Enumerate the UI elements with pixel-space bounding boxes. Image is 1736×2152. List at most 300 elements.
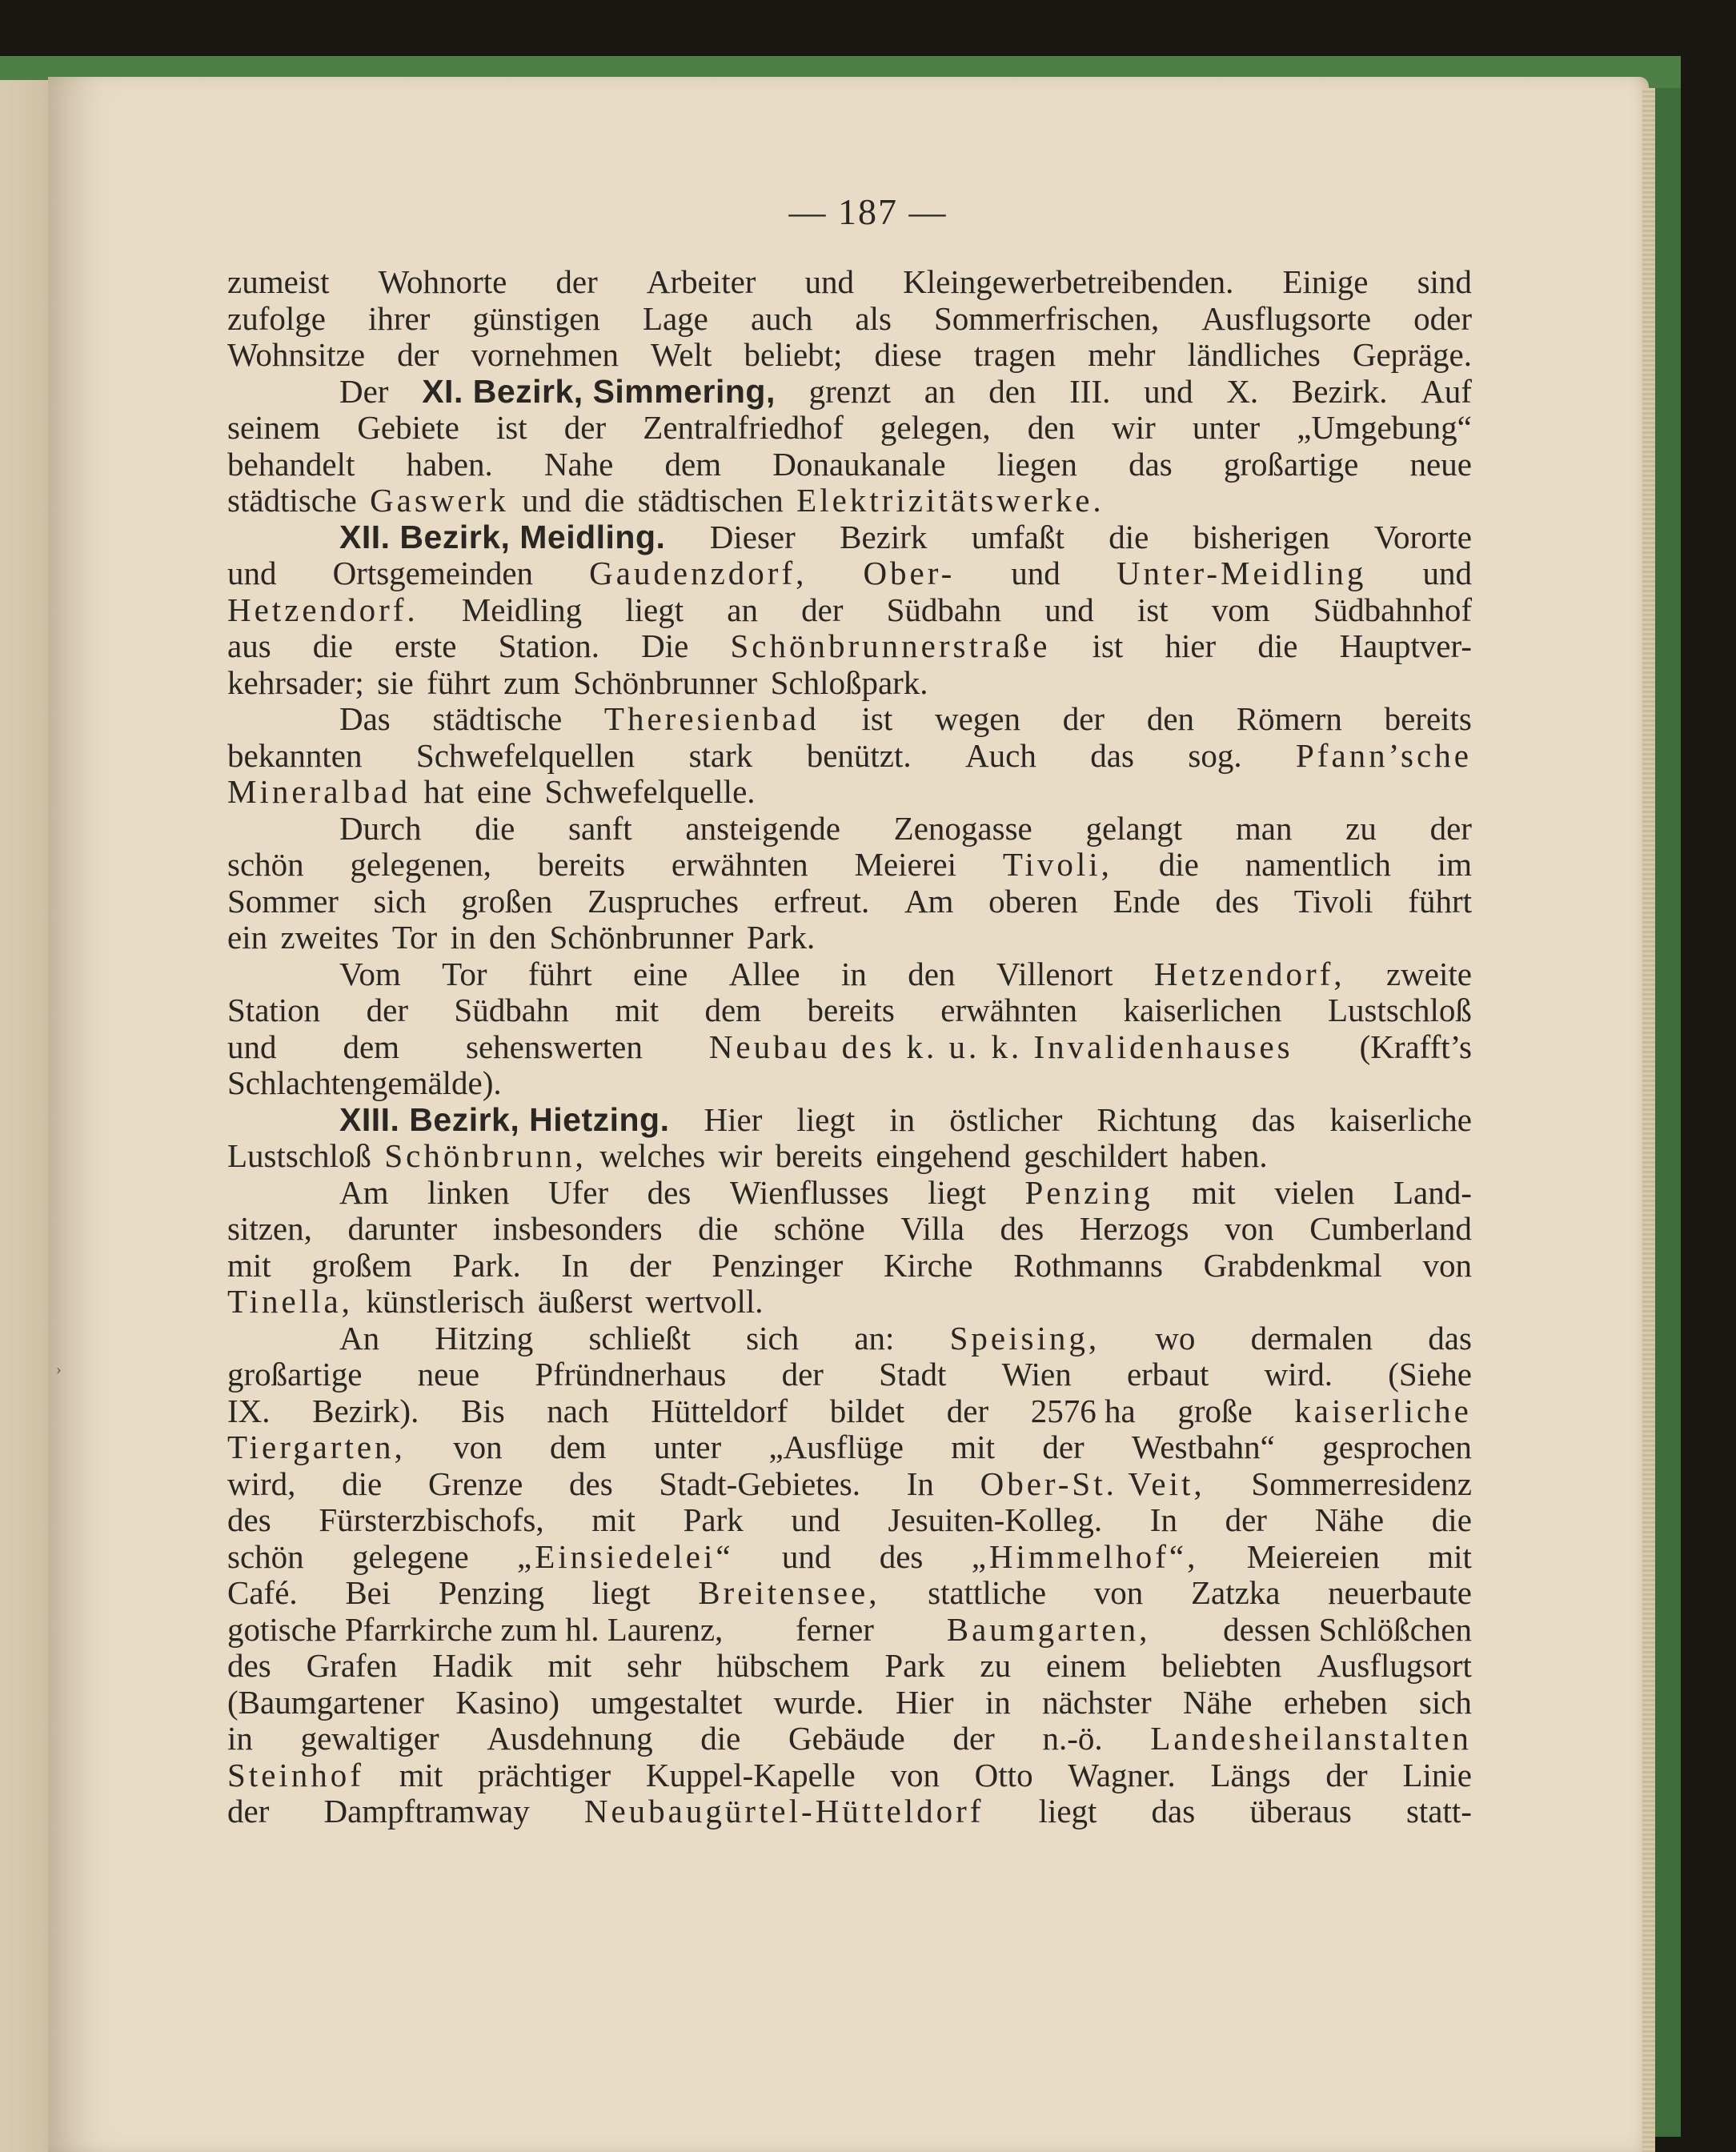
word: Meidling [461, 591, 583, 628]
text-line [227, 1648, 1472, 1685]
word: Herzogs [1079, 1210, 1189, 1247]
word: mit [547, 1647, 592, 1684]
word: Hetzendorf, [1153, 955, 1345, 992]
word: insbesonders [492, 1210, 663, 1247]
word: „Ausflüge [768, 1429, 904, 1465]
word: ländliches [1187, 336, 1321, 373]
word: bisherigen [1193, 518, 1330, 555]
word: sehenswerten [466, 1028, 643, 1065]
word: der [1042, 1429, 1084, 1465]
word: den [1027, 409, 1075, 446]
word: Tivoli, [1002, 846, 1113, 883]
word: Gaudenzdorf, [589, 555, 808, 591]
word: der [629, 1246, 672, 1284]
word: ist [861, 700, 893, 737]
text-line [227, 374, 1472, 411]
word: die [584, 482, 625, 519]
word: Wagner. [1068, 1756, 1176, 1793]
word: wurde. [773, 1683, 864, 1721]
word: sind [1417, 263, 1472, 300]
text-line [227, 1138, 1472, 1175]
word: vom [1211, 591, 1270, 628]
word: Richtung [1097, 1100, 1217, 1138]
word: der [563, 409, 607, 446]
word: den [1146, 700, 1195, 737]
word: mit [1428, 1537, 1472, 1575]
word: zu [1345, 809, 1377, 847]
word: namentlich [1245, 846, 1391, 883]
text-line [227, 774, 1472, 811]
text-line [227, 1320, 1472, 1357]
word: bereits [807, 992, 895, 1028]
word: der [946, 1392, 989, 1429]
word: 2576 ha [1030, 1392, 1136, 1429]
word: im [1437, 846, 1472, 883]
word: Jesuiten-Kolleg. [888, 1501, 1103, 1538]
word: in [450, 919, 476, 956]
word: erbaut [1126, 1356, 1209, 1393]
word: Ober-St. Veit, [980, 1465, 1205, 1502]
word: und [791, 1501, 840, 1538]
word: bereits [1384, 700, 1472, 737]
word: den [908, 955, 956, 992]
word: dem [704, 992, 762, 1028]
word: Auf [1421, 372, 1472, 410]
word: städtische [432, 700, 563, 737]
word: Die [641, 627, 689, 664]
word: dem [664, 445, 722, 483]
word: in [227, 1720, 253, 1757]
text-line [227, 1357, 1472, 1393]
word: den [488, 919, 537, 956]
word: und [1144, 372, 1193, 410]
word: kaiserlichen [1123, 992, 1282, 1028]
margin-mark: › [56, 1361, 62, 1378]
word: erste [395, 627, 457, 664]
word: Neubau des k. u. k. Invalidenhauses [708, 1028, 1293, 1065]
word: erheben [1283, 1683, 1388, 1721]
word: mehr [1088, 336, 1156, 373]
word: Schönbrunner [549, 919, 734, 956]
word: Zentralfriedhof [643, 409, 844, 446]
word: mit [1192, 1173, 1236, 1211]
word: nach [547, 1392, 609, 1429]
word: das [1251, 1100, 1296, 1138]
word: Welt [651, 336, 712, 373]
word: wertvoll. [645, 1283, 764, 1320]
word: sehr [626, 1647, 682, 1684]
word: von [890, 1756, 940, 1793]
word: Schönbrunnerstraße [730, 627, 1051, 664]
word: Ober- [863, 555, 956, 591]
word: der [555, 263, 598, 300]
word: der [1062, 700, 1105, 737]
word: zweite [1385, 955, 1472, 992]
word: Sommerfrischen, [933, 299, 1160, 337]
word: kaiserliche [1329, 1100, 1472, 1138]
word: Zatzka [1190, 1574, 1281, 1611]
word: eine [633, 955, 688, 992]
text-line [227, 884, 1472, 920]
word: „Himmelhof“, [971, 1537, 1199, 1575]
text-line [227, 1211, 1472, 1248]
text-line [227, 555, 1472, 592]
word: haben. [1181, 1137, 1268, 1174]
word: „Umgebung“ [1297, 409, 1472, 446]
word: Schlachtengemälde). [227, 1064, 502, 1101]
word: vornehmen [471, 336, 619, 373]
word: Steinhof [227, 1756, 364, 1793]
page-stack-edge [1642, 88, 1655, 2152]
word: Stadt-Gebietes. [659, 1465, 861, 1502]
word: der [366, 992, 408, 1028]
word: Villenort [996, 955, 1113, 992]
word: Park. [746, 919, 816, 956]
word: III. [1069, 372, 1111, 410]
word: Speising, [949, 1319, 1101, 1357]
word: Grenze [427, 1465, 523, 1502]
word: die [342, 1465, 383, 1502]
word: dessen Schlößchen [1223, 1610, 1472, 1648]
word: Gebiete [357, 409, 459, 446]
word: Allee [728, 955, 800, 992]
word: Café. [227, 1574, 298, 1611]
word: Land- [1393, 1173, 1472, 1211]
word: zu [980, 1647, 1012, 1684]
word: ferner [796, 1610, 874, 1648]
word: des [1000, 1210, 1044, 1247]
word: unter [653, 1429, 722, 1465]
text-line [227, 1502, 1472, 1539]
word: Hitzing [435, 1319, 534, 1357]
word: Ufer [548, 1173, 609, 1211]
word: kehrsader; [227, 663, 364, 701]
word: auch [750, 299, 813, 337]
word: prächtiger [478, 1756, 611, 1793]
text-line [227, 665, 1472, 702]
word: beliebten [1161, 1647, 1282, 1684]
word: Bis [460, 1392, 505, 1429]
word: wir [718, 1137, 763, 1174]
word: geschildert [1024, 1137, 1169, 1174]
word: unter [1192, 409, 1261, 446]
text-line [227, 738, 1472, 775]
word: gelegene [351, 1537, 469, 1575]
word: Kirche [883, 1246, 973, 1284]
word: erwähnten [940, 992, 1077, 1028]
word: Südbahn [454, 992, 569, 1028]
word: Pfann’sche [1296, 736, 1472, 774]
word: In [1149, 1501, 1177, 1538]
word: der [397, 336, 439, 373]
word: sitzen, [227, 1210, 312, 1247]
text-line [227, 811, 1472, 848]
word: und [1044, 591, 1094, 628]
word: Hadik [432, 1647, 513, 1684]
word: neue [1409, 445, 1472, 483]
text-line [227, 1575, 1472, 1612]
word: Tiergarten, [227, 1429, 406, 1465]
word: Wohnorte [378, 263, 507, 300]
word: umgestaltet [591, 1683, 743, 1721]
word: bekannten [227, 736, 363, 774]
word: Elektrizitätswerke. [796, 482, 1105, 519]
word: der [1325, 1756, 1368, 1793]
word: stark [688, 736, 753, 774]
district-heading: XII. Bezirk, Meidling. [339, 518, 666, 555]
word: Penzinger [712, 1246, 844, 1284]
word: bereits [537, 846, 626, 883]
word: liegt [591, 1574, 651, 1611]
word: Hetzendorf. [227, 591, 419, 628]
text-line [227, 992, 1472, 1029]
word: die [1158, 846, 1199, 883]
word: man [1235, 809, 1293, 847]
word: die [1257, 627, 1298, 664]
word: Hütteldorf [651, 1392, 788, 1429]
word: neue [417, 1356, 480, 1393]
word: IX. [227, 1392, 271, 1429]
word: gotische Pfarrkirche zum hl. Laurenz, [227, 1610, 724, 1648]
word: wird, [227, 1465, 296, 1502]
word: Wohnsitze [227, 336, 366, 373]
text-line [227, 628, 1472, 665]
word: des [227, 1501, 271, 1538]
word: Der [339, 372, 389, 410]
word: Fürsterzbischofs, [319, 1501, 544, 1538]
word: liegt [625, 591, 684, 628]
word: Park [683, 1501, 744, 1538]
word: Sommerresidenz [1251, 1465, 1472, 1502]
text-line [227, 1248, 1472, 1284]
word: bildet [829, 1392, 905, 1429]
word: gelangt [1085, 809, 1183, 847]
text-line [227, 701, 1472, 738]
word: sich [373, 882, 427, 920]
word: Längs [1210, 1756, 1291, 1793]
text-line [227, 1284, 1472, 1320]
word: linken [427, 1173, 510, 1211]
word: einem [1046, 1647, 1127, 1684]
word: mit [951, 1429, 995, 1465]
word: Bezirk). [312, 1392, 419, 1429]
word: Rothmanns [1013, 1246, 1163, 1284]
text-line [227, 1102, 1472, 1139]
word: ist [1092, 627, 1124, 664]
text-line [227, 337, 1472, 374]
word: zweites [280, 919, 379, 956]
word: gesprochen [1322, 1429, 1472, 1465]
word: Ende [1113, 882, 1181, 920]
word: Am [339, 1173, 389, 1211]
word: führt [1408, 882, 1472, 920]
word: wird. [1264, 1356, 1333, 1393]
word: An [339, 1319, 380, 1357]
word: der [227, 1793, 270, 1829]
word: vielen [1274, 1173, 1355, 1211]
word: Cumberland [1309, 1210, 1472, 1247]
word: Hier [895, 1683, 954, 1721]
word: an [924, 372, 956, 410]
word: (Krafft’s [1359, 1028, 1472, 1065]
word: wo [1155, 1319, 1196, 1357]
word: Kleingewerbetreibenden. [903, 263, 1234, 300]
word: ansteigende [685, 809, 840, 847]
word: Bezirk. [1291, 372, 1388, 410]
word: des [647, 1173, 692, 1211]
word: Villa [900, 1210, 964, 1247]
word: Penzing [1024, 1173, 1153, 1211]
word: schöne [773, 1210, 865, 1247]
word: mit [615, 992, 660, 1028]
word: hier [1165, 627, 1217, 664]
word: Penzing [438, 1574, 544, 1611]
word: großartige [227, 1356, 363, 1393]
word: dermalen [1250, 1319, 1373, 1357]
word: „Einsiedelei“ [517, 1537, 734, 1575]
word: führt [427, 663, 491, 701]
word: überaus [1249, 1793, 1352, 1829]
text-line [227, 1429, 1472, 1466]
word: Durch [339, 809, 422, 847]
word: seinem [227, 409, 321, 446]
page-number: — 187 — [788, 191, 948, 232]
word: darunter [347, 1210, 458, 1247]
word: sich [746, 1319, 800, 1357]
district-heading: XIII. Bezirk, Hietzing. [339, 1100, 670, 1138]
word: des [227, 1647, 271, 1684]
text-line [227, 1793, 1472, 1830]
text-line [227, 1029, 1472, 1066]
word: Einige [1282, 263, 1369, 300]
word: wegen [934, 700, 1020, 737]
word: Zuspruches [587, 882, 740, 920]
word: günstigen [472, 299, 600, 337]
word: östlicher [949, 1100, 1063, 1138]
word: Grafen [306, 1647, 398, 1684]
word: Park. [452, 1246, 521, 1284]
word: die [475, 809, 515, 847]
word: ist [1137, 591, 1169, 628]
word: städtische [227, 482, 357, 519]
text-line [227, 956, 1472, 993]
word: hübschem [716, 1647, 850, 1684]
word: mit [399, 1756, 443, 1793]
word: städtischen [637, 482, 784, 519]
word: neuerbaute [1328, 1574, 1472, 1611]
word: gelegen, [880, 409, 991, 446]
word: und [804, 263, 855, 300]
word: an: [854, 1319, 895, 1357]
word: Zenogasse [893, 809, 1032, 847]
word: oder [1413, 299, 1472, 337]
word: Park [884, 1647, 945, 1684]
word: gewaltiger [300, 1720, 439, 1757]
word: Tor [391, 919, 438, 956]
word: Ausdehnung [487, 1720, 653, 1757]
word: In [561, 1246, 589, 1284]
word: welches [599, 1137, 706, 1174]
word: (Baumgartener [227, 1683, 424, 1721]
word: Grabdenkmal [1203, 1246, 1382, 1284]
word: als [855, 299, 892, 337]
word: Ausflugsort [1317, 1647, 1472, 1684]
word: Schwefelquelle. [544, 773, 756, 810]
word: Station [227, 992, 321, 1028]
word: erwähnten [671, 846, 808, 883]
word: n.-ö. [1042, 1720, 1103, 1757]
word: künstlerisch [366, 1283, 525, 1320]
word: stattliche [928, 1574, 1047, 1611]
word: Unter-Meidling [1116, 555, 1367, 591]
word: großartige [1223, 445, 1359, 483]
word: Meiereien [1246, 1537, 1380, 1575]
text-line [227, 264, 1472, 301]
word: der [781, 1356, 824, 1393]
text-line [227, 1757, 1472, 1794]
word: von [1225, 1210, 1274, 1247]
word: die [312, 627, 353, 664]
word: X. [1226, 372, 1259, 410]
word: Landesheilanstalten [1150, 1720, 1472, 1757]
word: liegt [1038, 1793, 1097, 1829]
word: Kuppel-Kapelle [645, 1756, 856, 1793]
word: Station. [498, 627, 600, 664]
word: (Siehe [1388, 1356, 1472, 1393]
word: das [1090, 736, 1134, 774]
word: benützt. [806, 736, 912, 774]
word: die [1431, 1501, 1472, 1538]
word: Vom [339, 955, 401, 992]
word: und [1011, 555, 1060, 591]
word: Wien [1001, 1356, 1072, 1393]
word: und [522, 482, 571, 519]
word: Nahe [543, 445, 614, 483]
word: Schwefelquellen [415, 736, 635, 774]
word: des [569, 1465, 613, 1502]
word: haben. [406, 445, 493, 483]
word: Südbahnhof [1313, 591, 1472, 628]
word: der [1429, 809, 1472, 847]
word: der [1225, 1501, 1267, 1538]
text-line [227, 1065, 1472, 1102]
word: Breitensee, [698, 1574, 880, 1611]
word: sie [377, 663, 414, 701]
word: Schloßpark. [770, 663, 928, 701]
word: statt- [1405, 1793, 1472, 1829]
word: Baumgarten, [946, 1610, 1151, 1648]
word: führt [527, 955, 592, 992]
word: dem [549, 1429, 607, 1465]
word: Ortsgemeinden [332, 555, 534, 591]
word: in [984, 1683, 1011, 1721]
word: grenzt [808, 372, 892, 410]
word: Linie [1402, 1756, 1472, 1793]
word: oberen [988, 882, 1078, 920]
word: kaiserliche [1294, 1392, 1472, 1429]
text-line [227, 592, 1472, 629]
text-line [227, 410, 1472, 447]
word: Otto [974, 1756, 1033, 1793]
word: Kasino) [455, 1683, 560, 1721]
word: Sommer [227, 882, 339, 920]
word: von [1093, 1574, 1144, 1611]
word: das [1428, 1319, 1472, 1357]
word: Schönbrunner [573, 663, 758, 701]
text-line [227, 920, 1472, 956]
word: Pfründnerhaus [535, 1356, 727, 1393]
word: Lustschloß [1327, 992, 1472, 1028]
